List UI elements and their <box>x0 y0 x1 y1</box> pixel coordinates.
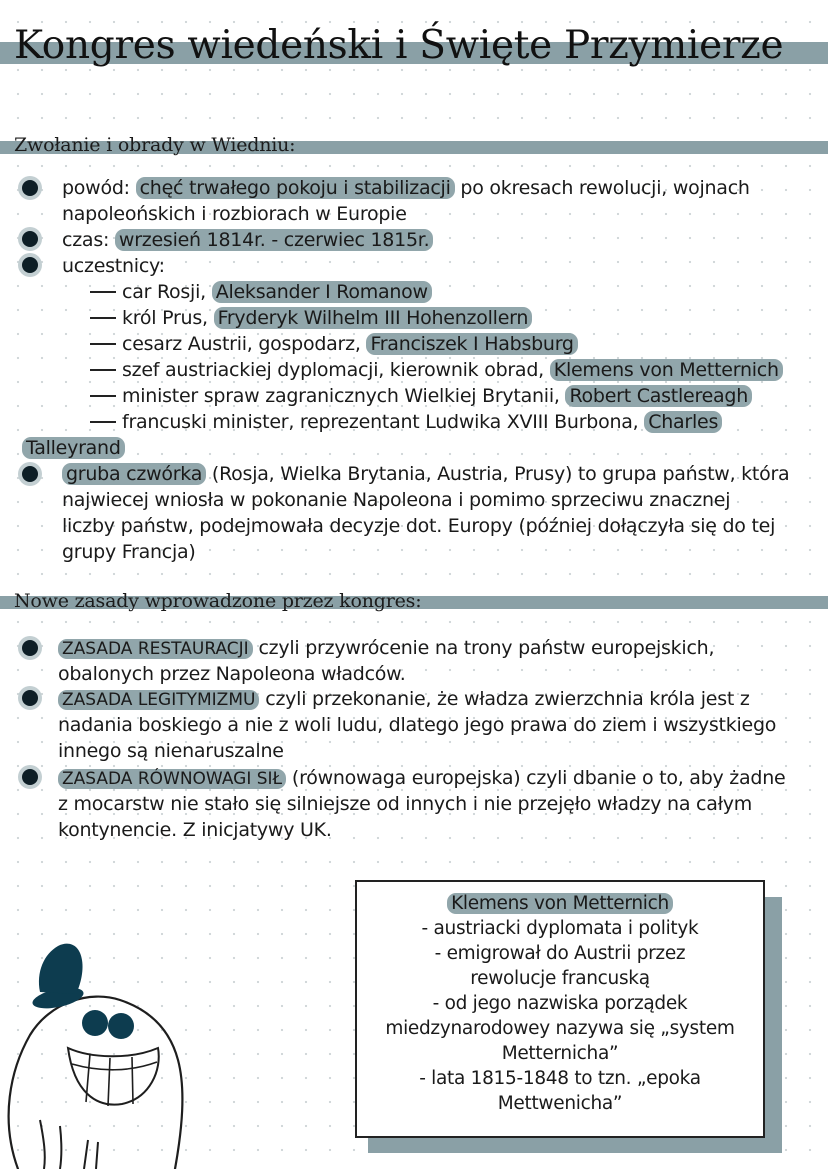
item-czas <box>62 227 433 253</box>
zasada-line: innego są nienaruszalne <box>58 740 284 762</box>
bullet-dot-icon <box>22 690 38 706</box>
info-box-line: - austriacki dyplomata i polityk <box>421 918 699 939</box>
zasada-line: kontynencie. Z inicjatywy UK. <box>58 819 332 841</box>
zasada-highlight: ZASADA RÓWNOWAGI SIŁ <box>58 769 286 789</box>
zasada-rownowagi <box>58 765 785 792</box>
participant-name: Talleyrand <box>22 437 125 459</box>
dash-icon <box>90 395 116 397</box>
zasada-highlight: ZASADA LEGITYMIZMU <box>58 690 259 710</box>
info-box-title-text: Klemens von Metternich <box>447 893 673 914</box>
gruba-text: (Rosja, Wielka Brytania, Austria, Prusy) to grupa państw, która <box>211 463 790 485</box>
powod-label: powód: <box>62 177 130 199</box>
participant-role: cesarz Austrii, gospodarz, <box>122 333 361 355</box>
dash-icon <box>90 291 116 293</box>
participant-row <box>90 331 578 357</box>
uczestnicy-label: uczestnicy: <box>62 255 165 277</box>
info-box-line: miedzynarodowey nazywa się „system <box>385 1018 735 1039</box>
czas-label: czas: <box>62 229 110 251</box>
zasada-text: (równowaga europejska) czyli dbanie o to, aby żadne <box>291 767 786 789</box>
powod-highlight: chęć trwałego pokoju i stabilizacji <box>136 177 455 199</box>
dash-icon <box>90 317 116 319</box>
participant-name: Charles <box>644 411 722 433</box>
bullet-dot-icon <box>22 640 38 656</box>
powod-line-2: napoleońskich i rozbiorach w Europie <box>62 203 407 225</box>
participant-role: car Rosji, <box>122 281 206 303</box>
participant-row <box>90 279 432 305</box>
doodle-character-icon <box>0 920 200 1169</box>
czas-highlight: wrzesień 1814r. - czerwiec 1815r. <box>115 229 433 251</box>
info-box-line: Metternicha” <box>501 1043 619 1064</box>
bullet-dot-icon <box>22 231 38 247</box>
dash-icon <box>90 421 116 423</box>
zasada-restauracji <box>58 635 714 662</box>
participant-row <box>90 409 722 435</box>
zasada-text: czyli przywrócenie na trony państw europejskich, <box>258 637 715 659</box>
zasada-line: obalonych przez Napoleona władców. <box>58 663 406 685</box>
section-heading-zasady: Nowe zasady wprowadzone przez kongres: <box>14 590 422 612</box>
participant-name: Klemens von Metternich <box>550 359 783 381</box>
participant-role: król Prus, <box>122 307 208 329</box>
participant-name: Fryderyk Wilhelm III Hohenzollern <box>214 307 533 329</box>
bullet-dot-icon <box>22 257 38 273</box>
info-box-title <box>357 892 763 916</box>
participant-name: Robert Castlereagh <box>565 385 752 407</box>
gruba-line-4: grupy Francja) <box>62 541 196 563</box>
zasada-line: nadania boskiego a nie z woli ludu, dlatego jego prawa do ziem i wszystkiego <box>58 714 777 736</box>
gruba-highlight: gruba czwórka <box>62 463 206 485</box>
page-title: Kongres wiedeński i Święte Przymierze <box>14 23 784 68</box>
participant-row <box>90 357 783 383</box>
info-box-line: - emigrował do Austrii przez <box>434 943 686 964</box>
gruba-line-2: najwiecej wniosła w pokonanie Napoleona i pomimo sprzeciwu znacznej <box>62 489 731 511</box>
dash-icon <box>90 343 116 345</box>
participant-role: szef austriackiej dyplomacji, kierownik obrad, <box>122 359 544 381</box>
bullet-dot-icon <box>22 466 38 482</box>
powod-rest: po okresach rewolucji, wojnach <box>460 177 750 199</box>
participant-role: minister spraw zagranicznych Wielkiej Brytanii, <box>122 385 560 407</box>
participant-name: Aleksander I Romanow <box>212 281 432 303</box>
info-box-line: rewolucje francuską <box>470 968 650 989</box>
gruba-line-1 <box>62 461 789 487</box>
participant-name: Franciszek I Habsburg <box>366 333 577 355</box>
participant-role: francuski minister, reprezentant Ludwika XVIII Burbona, <box>122 411 639 433</box>
info-box-line: Mettwenicha” <box>497 1093 623 1114</box>
dash-icon <box>90 369 116 371</box>
info-box-metternich <box>355 880 765 1138</box>
participant-continuation <box>22 435 125 461</box>
zasada-highlight: ZASADA RESTAURACJI <box>58 639 253 659</box>
zasada-line: z mocarstw nie stało się silniejsze od innych i nie przejęło władzy na całym <box>58 793 752 815</box>
section-heading-zwolanie: Zwołanie i obrady w Wiedniu: <box>14 134 296 156</box>
bullet-dot-icon <box>22 180 38 196</box>
gruba-line-3: liczby państw, podejmowała decyzje dot. Europy (później dołączyła się do tej <box>62 515 776 537</box>
info-box-line: - od jego nazwiska porządek <box>432 993 688 1014</box>
participant-row <box>90 305 532 331</box>
zasada-legitymizmu <box>58 686 750 713</box>
zasada-text: czyli przekonanie, że władza zwierzchnia króla jest z <box>265 688 750 710</box>
participant-row <box>90 383 752 409</box>
info-box-line: - lata 1815-1848 to tzn. „epoka <box>419 1068 701 1089</box>
bullet-dot-icon <box>22 769 38 785</box>
item-powod <box>62 175 750 201</box>
